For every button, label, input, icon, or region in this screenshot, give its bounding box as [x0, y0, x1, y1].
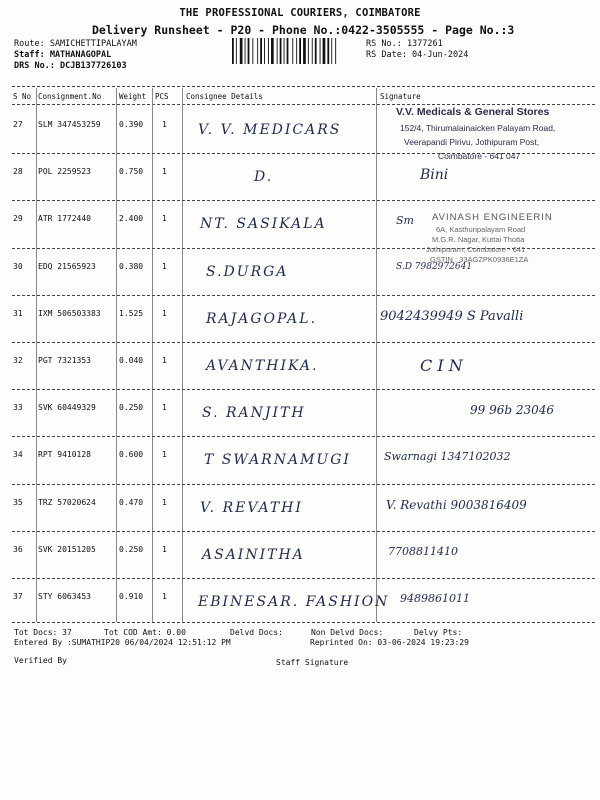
- row-weight: 0.910: [119, 592, 144, 601]
- total-docs: Tot Docs: 37: [14, 628, 72, 637]
- barcode-bar: [323, 38, 326, 64]
- row-consignee-handwritten: EBINESAR. FASHION: [198, 594, 390, 610]
- row-consignee-handwritten: T SWARNAMUGI: [204, 452, 351, 469]
- barcode-bar: [315, 38, 317, 64]
- barcode-bar: [257, 38, 258, 64]
- row-weight: 0.380: [119, 261, 144, 271]
- table-top-rule: [12, 86, 595, 87]
- stamp-line: 152/4, Thirumalainaicken Palayam Road,: [400, 123, 556, 133]
- row-consignment-no: ATR 1772440: [38, 214, 91, 224]
- row-consignment-no: SLM 347453259: [38, 120, 101, 129]
- barcode-bar: [248, 38, 250, 64]
- col-header-signature: Signature: [380, 92, 421, 101]
- row-consignment-no: SVK 20151205: [38, 544, 96, 554]
- row-signature: 9042439949 S Pavalli: [380, 308, 524, 324]
- row-pcs: 1: [162, 261, 167, 271]
- staff-label: Staff: MATHANAGOPAL: [14, 50, 112, 60]
- row-signature: 7708811410: [388, 544, 458, 558]
- route-label: Route: SAMICHETTIPALAYAM: [14, 39, 137, 49]
- row-consignee-handwritten: RAJAGOPAL.: [206, 310, 318, 327]
- rs-number: RS No.: 1377261: [366, 39, 443, 49]
- row-separator: [12, 200, 595, 201]
- row-weight: 2.400: [119, 214, 144, 224]
- barcode-bar: [268, 38, 269, 64]
- total-cod: Tot COD Amt: 0.00: [104, 628, 186, 637]
- table-bottom-rule: [12, 622, 595, 623]
- reprinted-on: Reprinted On: 03-06-2024 19:23:29: [310, 638, 469, 647]
- row-consignment-no: RPT 9410128: [38, 450, 91, 460]
- stamp-line: 6A, Kasthuripalayam Road: [436, 225, 526, 234]
- row-consignee-handwritten: S. RANJITH: [202, 405, 306, 422]
- stamp-line: M.G.R. Nagar, Kuttai Thotta: [432, 235, 525, 244]
- barcode-bar: [280, 38, 282, 64]
- row-sno: 30: [13, 261, 23, 271]
- col-divider: [116, 88, 117, 622]
- row-signature: 99 96b 23046: [470, 403, 555, 418]
- drs-number: DRS No.: DCJB137726103: [14, 61, 127, 71]
- barcode-bar: [236, 38, 237, 64]
- row-sno: 36: [13, 544, 23, 554]
- delivered-docs: Delvd Docs:: [230, 628, 283, 637]
- row-sno: 34: [13, 450, 23, 460]
- row-weight: 0.600: [119, 450, 144, 460]
- verified-by: Verified By: [14, 656, 67, 665]
- row-weight: 1.525: [119, 308, 144, 318]
- row-consignee-handwritten: S.DURGA: [206, 263, 289, 280]
- row-pcs: 1: [162, 592, 167, 601]
- row-weight: 0.250: [119, 403, 144, 413]
- row-separator: [12, 436, 595, 437]
- barcode-bar: [232, 38, 234, 64]
- barcode-bar: [308, 38, 309, 64]
- row-pcs: 1: [162, 450, 167, 460]
- stamp-name: AVINASH ENGINEERIN: [432, 212, 553, 223]
- row-consignee-handwritten: AVANTHIKA.: [206, 358, 319, 374]
- rs-date: RS Date: 04-Jun-2024: [366, 50, 469, 60]
- col-header-sno: S No: [13, 92, 32, 101]
- barcode-bar: [303, 38, 306, 64]
- row-signature: 9489861011: [400, 592, 470, 605]
- row-signature: S.D 7982972641: [396, 261, 473, 272]
- col-header-consignee: Consignee Details: [186, 92, 263, 101]
- row-consignee-handwritten: NT. SASIKALA: [200, 216, 327, 233]
- barcode-bar: [277, 38, 278, 64]
- barcode-bar: [292, 38, 293, 64]
- row-pcs: 1: [162, 544, 167, 554]
- row-separator: [12, 531, 595, 532]
- row-signature: Swarnagi 1347102032: [384, 450, 511, 464]
- row-separator: [12, 389, 595, 390]
- barcode-bar: [287, 38, 289, 64]
- col-divider: [152, 88, 153, 622]
- delivery-points: Delvy Pts:: [414, 628, 463, 637]
- row-separator: [12, 484, 595, 485]
- row-signature: C I N: [420, 356, 463, 375]
- row-consignment-no: SVK 60449329: [38, 403, 96, 413]
- row-consignee-handwritten: D.: [254, 169, 274, 186]
- stamp-line: Veerapandi Pirivu, Jothipuram Post,: [404, 137, 540, 147]
- barcode-bar: [299, 38, 301, 64]
- col-header-weight: Weight: [119, 92, 147, 101]
- barcode-bar: [335, 38, 336, 64]
- row-weight: 0.750: [119, 167, 144, 177]
- barcode-bar: [260, 38, 262, 64]
- barcode-bar: [240, 38, 243, 64]
- row-pcs: 1: [162, 120, 167, 129]
- row-consignment-no: TRZ 57020624: [38, 497, 96, 507]
- row-sno: 32: [13, 356, 23, 365]
- row-sno: 33: [13, 403, 23, 413]
- row-consignment-no: POL 2259523: [38, 167, 91, 177]
- barcode-bar: [245, 38, 246, 64]
- barcode-bar: [296, 38, 297, 64]
- row-sno: 27: [13, 120, 23, 129]
- row-sno: 37: [13, 592, 23, 601]
- barcode-bar: [312, 38, 313, 64]
- row-signature: V. Revathi 9003816409: [386, 497, 527, 512]
- non-delivered-docs: Non Delvd Docs:: [311, 628, 384, 637]
- row-pcs: 1: [162, 214, 167, 224]
- row-sno: 28: [13, 167, 23, 177]
- stamp-line: Jothipuram, Coimbatore - 641: [426, 245, 526, 254]
- col-header-pcs: PCS: [155, 92, 169, 101]
- row-sno: 31: [13, 308, 23, 318]
- row-pcs: 1: [162, 497, 167, 507]
- col-divider: [376, 88, 377, 622]
- row-pcs: 1: [162, 308, 167, 318]
- row-pcs: 1: [162, 167, 167, 177]
- row-separator: [12, 578, 595, 579]
- company-title: THE PROFESSIONAL COURIERS, COIMBATORE: [179, 7, 421, 19]
- barcode-image: [232, 38, 360, 64]
- runsheet-subtitle: Delivery Runsheet - P20 - Phone No.:0422-3505555 - Page No.:3: [92, 23, 515, 37]
- row-sno: 29: [13, 214, 23, 224]
- barcode-bar: [320, 38, 321, 64]
- row-pcs: 1: [162, 356, 167, 365]
- row-signature: Bini: [420, 167, 449, 184]
- barcode-bar: [252, 38, 253, 64]
- stamp-name: V.V. Medicals & General Stores: [396, 106, 550, 118]
- row-consignee-handwritten: ASAINITHA: [202, 546, 305, 563]
- row-sno: 35: [13, 497, 23, 507]
- row-consignment-no: EDQ 21565923: [38, 261, 96, 271]
- stamp-line: Coimbatore - 641 047: [438, 151, 521, 161]
- col-header-consignment: Consignment.No: [38, 92, 102, 101]
- row-consignment-no: PGT 7321353: [38, 356, 91, 365]
- row-consignee-handwritten: V. REVATHI: [200, 499, 303, 516]
- row-separator: [12, 295, 595, 296]
- stamp-line: GSTIN : 33AGZPK0936E1ZA: [430, 255, 529, 264]
- entered-by: Entered By :SUMATHIP20 06/04/2024 12:51:12 PM: [14, 638, 231, 647]
- barcode-bar: [264, 38, 265, 64]
- barcode-bar: [327, 38, 329, 64]
- col-divider: [36, 88, 37, 622]
- col-divider: [182, 88, 183, 622]
- row-separator: [12, 342, 595, 343]
- barcode-bar: [271, 38, 274, 64]
- row-signature: Sm: [396, 214, 414, 228]
- row-weight: 0.470: [119, 497, 144, 507]
- barcode-bar: [331, 38, 332, 64]
- row-consignment-no: STY 6063453: [38, 592, 91, 601]
- row-consignment-no: IXM 506503383: [38, 308, 101, 318]
- row-pcs: 1: [162, 403, 167, 413]
- barcode-bar: [284, 38, 285, 64]
- table-header-rule: [12, 104, 595, 105]
- row-weight: 0.040: [119, 356, 144, 365]
- row-weight: 0.390: [119, 120, 144, 129]
- row-consignee-handwritten: V. V. MEDICARS: [198, 122, 342, 138]
- row-weight: 0.250: [119, 544, 144, 554]
- staff-signature: Staff Signature: [276, 658, 349, 667]
